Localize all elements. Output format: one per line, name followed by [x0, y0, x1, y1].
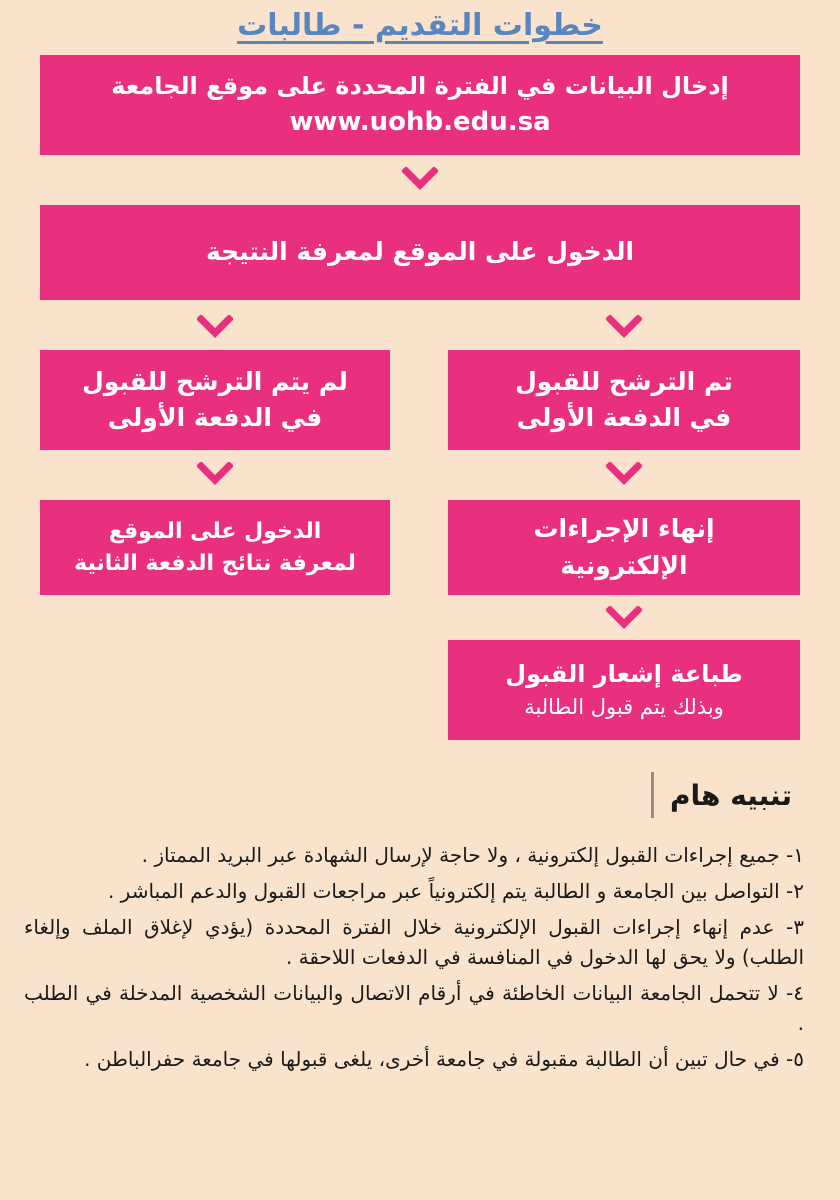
arrow-down-icon: [197, 462, 233, 488]
list-item: ٤- لا تتحمل الجامعة البيانات الخاطئة في أرقام الاتصال والبيانات الشخصية المدخلة في الطلب .: [24, 981, 804, 1035]
list-item: ٣- عدم إنهاء إجراءات القبول الإلكترونية خلال الفترة المحددة (يؤدي لإغلاق الملف وإلغاء الطلب) ولا يحق لها الدخول في المنافسة في الدفعات اللاحقة .: [24, 915, 804, 969]
notice-divider: [651, 772, 654, 818]
notice-heading-label: تنبيه هام: [670, 778, 792, 812]
notice-heading: [651, 772, 792, 818]
step-nominated-line1: تم الترشح للقبول: [515, 366, 733, 396]
step-not-nominated-line2: في الدفعة الأولى: [107, 403, 323, 432]
step-print-notice-line1: طباعة إشعار القبول: [505, 660, 743, 689]
step-print-notice: [448, 640, 800, 740]
page-title: خطوات التقديم - طالبات: [237, 8, 603, 43]
arrow-down-icon: [197, 315, 233, 341]
step-print-notice-line2: وبذلك يتم قبول الطالبة: [524, 695, 724, 720]
university-url: www.uohb.edu.sa: [289, 106, 551, 137]
notice-list: [24, 840, 804, 1080]
step-second-batch: [40, 500, 390, 595]
step-second-batch-line1: الدخول على الموقع: [108, 518, 322, 544]
step-finish-procedures-line2: الإلكترونية: [560, 550, 688, 580]
arrow-down-icon: [606, 315, 642, 341]
step-enter-data-text: إدخال البيانات في الفترة المحددة على موقع الجامعة: [111, 71, 729, 100]
step-nominated-line2: في الدفعة الأولى: [516, 403, 732, 432]
arrow-down-icon: [402, 167, 438, 193]
list-item: ٥- في حال تبين أن الطالبة مقبولة في جامعة أخرى، يلغى قبولها في جامعة حفرالباطن .: [84, 1047, 804, 1071]
step-check-result-text: الدخول على الموقع لمعرفة النتيجة: [205, 237, 635, 267]
list-item: ١- جميع إجراءات القبول إلكترونية ، ولا حاجة لإرسال الشهادة عبر البريد الممتاز .: [141, 843, 804, 867]
arrow-down-icon: [606, 462, 642, 488]
step-check-result: [40, 205, 800, 300]
list-item: ٢- التواصل بين الجامعة و الطالبة يتم إلكترونياً عبر مراجعات القبول والدعم المباشر .: [107, 879, 804, 903]
step-finish-procedures: [448, 500, 800, 595]
step-second-batch-line2: لمعرفة نتائج الدفعة الثانية: [74, 550, 356, 576]
step-finish-procedures-line1: إنهاء الإجراءات: [533, 514, 715, 544]
step-not-nominated: [40, 350, 390, 450]
arrow-down-icon: [606, 606, 642, 632]
step-nominated: [448, 350, 800, 450]
step-enter-data: [40, 55, 800, 155]
step-not-nominated-line1: لم يتم الترشح للقبول: [82, 366, 348, 396]
